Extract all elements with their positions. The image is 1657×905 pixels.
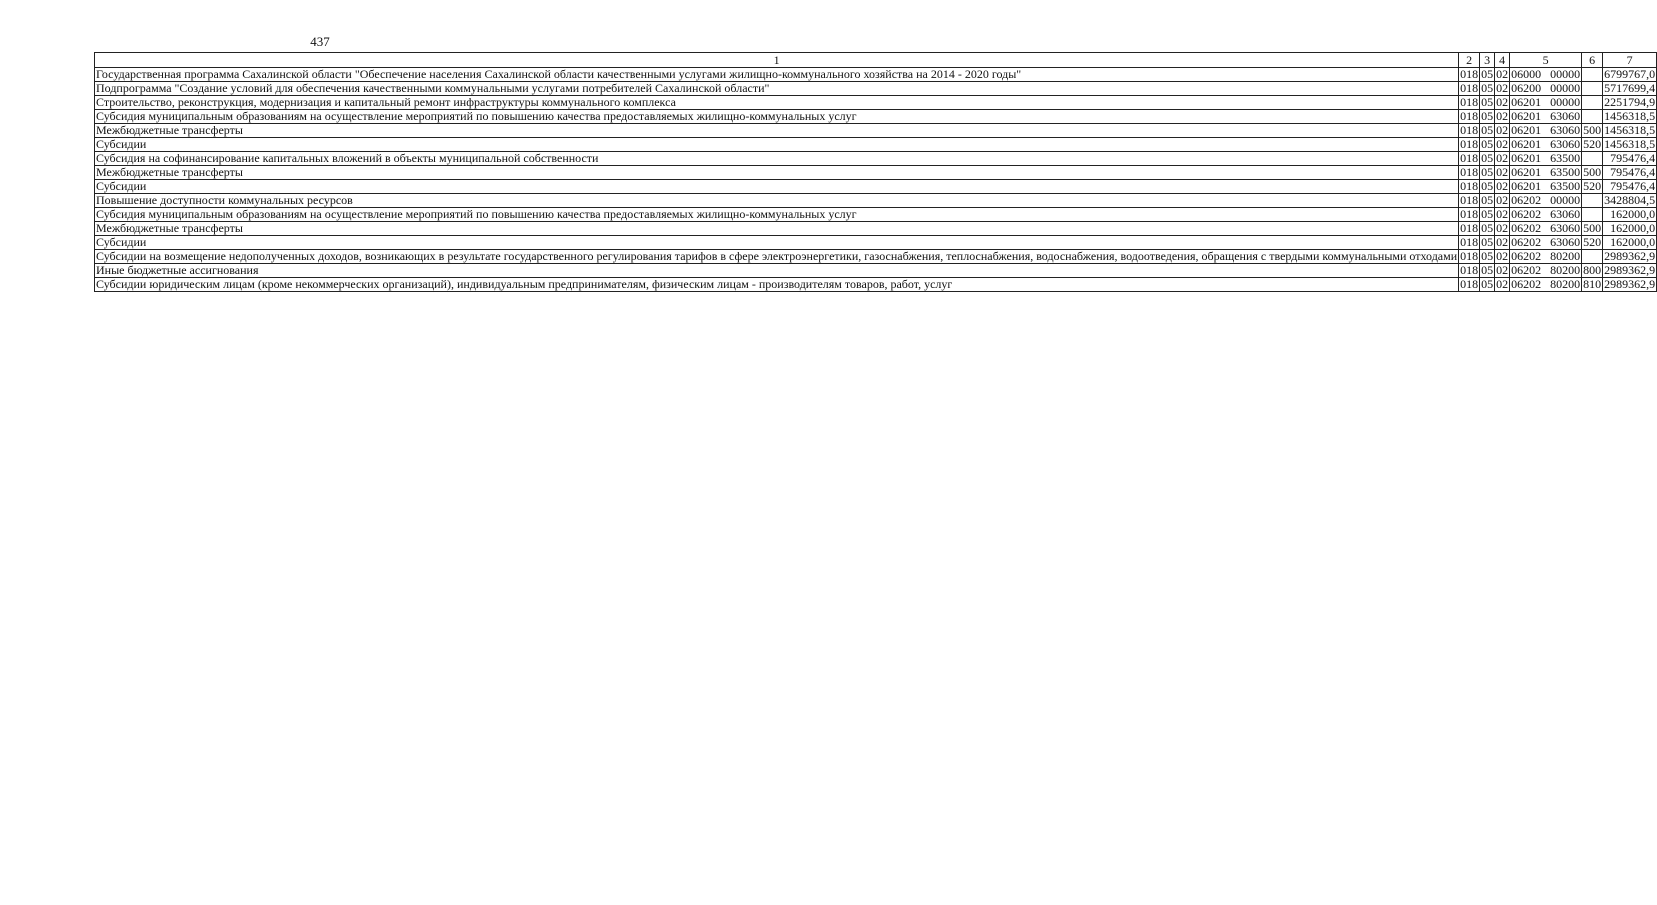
row-description: Субсидии юридическим лицам (кроме некоммерческих организаций), индивидуальным предпринимателям, физическим лицам - производителям товаров, работ, услуг (95, 278, 1459, 292)
table-row (95, 278, 1657, 292)
table-row (95, 166, 1657, 180)
target-article-code: 06200 00000 (1511, 81, 1581, 95)
amount: 1456318,5 (1604, 109, 1656, 123)
subsection-code: 02 (1496, 165, 1509, 179)
expense-type-code: 520 (1583, 137, 1602, 151)
expense-type-code: 520 (1583, 235, 1602, 249)
table-body (95, 68, 1657, 292)
page-number: 437 (310, 34, 330, 49)
section-code: 05 (1481, 137, 1494, 151)
expense-type-code (1582, 152, 1603, 166)
section-code: 05 (1481, 109, 1494, 123)
table-row (95, 82, 1657, 96)
target-article-code: 06201 63060 (1511, 109, 1581, 123)
header-row (95, 53, 1657, 68)
ministry-code: 018 (1460, 67, 1479, 81)
section-code: 05 (1481, 67, 1494, 81)
table-row (95, 68, 1657, 82)
target-article-code: 06201 63060 (1511, 123, 1581, 137)
ministry-code: 018 (1460, 221, 1479, 235)
table-row (95, 236, 1657, 250)
expense-type-code: 520 (1583, 179, 1602, 193)
expense-type-code (1582, 96, 1603, 110)
column-header: 6 (1582, 53, 1603, 68)
ministry-code: 018 (1460, 249, 1479, 263)
row-description: Субсидия муниципальным образованиям на осуществление мероприятий по повышению качества предоставляемых жилищно-коммунальных услуг (95, 110, 1459, 124)
table-row (95, 222, 1657, 236)
row-description: Межбюджетные трансферты (95, 166, 1459, 180)
target-article-code: 06202 80200 (1511, 263, 1581, 277)
target-article-code: 06202 00000 (1511, 193, 1581, 207)
section-code: 05 (1481, 81, 1494, 95)
amount: 795476,4 (1603, 152, 1657, 166)
expense-type-code: 500 (1583, 123, 1602, 137)
column-header: 7 (1603, 53, 1657, 68)
target-article-code: 06202 63060 (1511, 235, 1581, 249)
ministry-code: 018 (1460, 165, 1479, 179)
subsection-code: 02 (1496, 151, 1509, 165)
section-code: 05 (1481, 249, 1494, 263)
section-code: 05 (1481, 277, 1494, 291)
subsection-code: 02 (1496, 123, 1509, 137)
section-code: 05 (1481, 151, 1494, 165)
expense-type-code: 500 (1583, 165, 1602, 179)
amount: 1456318,5 (1604, 137, 1656, 151)
target-article-code: 06202 80200 (1511, 277, 1581, 291)
subsection-code: 02 (1496, 67, 1509, 81)
expense-type-code: 500 (1583, 221, 1602, 235)
target-article-code: 06201 63500 (1511, 151, 1581, 165)
target-article-code: 06201 63500 (1511, 165, 1581, 179)
expense-type-code (1582, 68, 1603, 82)
expense-type-code: 810 (1583, 277, 1602, 291)
row-description: Субсидии на возмещение недополученных доходов, возникающих в результате государственного регулирования тарифов в сфере электроэнергетики, газоснабжения, теплоснабжения, водоснабжения, водоотведения, обращения с твердыми коммунальными отходами (96, 249, 1458, 263)
subsection-code: 02 (1496, 235, 1509, 249)
amount: 2251794,9 (1604, 95, 1656, 109)
amount: 162000,0 (1603, 236, 1657, 250)
expense-type-code (1582, 82, 1603, 96)
section-code: 05 (1481, 193, 1494, 207)
amount: 162000,0 (1603, 208, 1657, 222)
expense-type-code (1582, 208, 1603, 222)
row-description: Подпрограмма "Создание условий для обеспечения качественными коммунальными услугами потребителей Сахалинской области" (95, 82, 1459, 96)
section-code: 05 (1481, 165, 1494, 179)
target-article-code: 06000 00000 (1511, 67, 1581, 81)
section-code: 05 (1481, 179, 1494, 193)
column-header: 4 (1495, 53, 1510, 68)
ministry-code: 018 (1460, 109, 1479, 123)
table-row (95, 96, 1657, 110)
subsection-code: 02 (1496, 81, 1509, 95)
section-code: 05 (1481, 123, 1494, 137)
subsection-code: 02 (1496, 179, 1509, 193)
target-article-code: 06202 80200 (1511, 249, 1581, 263)
expense-type-code (1582, 194, 1603, 208)
section-code: 05 (1481, 221, 1494, 235)
ministry-code: 018 (1460, 263, 1479, 277)
subsection-code: 02 (1496, 249, 1509, 263)
amount: 795476,4 (1603, 180, 1657, 194)
amount: 1456318,5 (1604, 123, 1656, 137)
subsection-code: 02 (1496, 263, 1509, 277)
table-row (95, 250, 1657, 264)
amount: 795476,4 (1603, 166, 1657, 180)
target-article-code: 06202 63060 (1511, 221, 1581, 235)
subsection-code: 02 (1496, 137, 1509, 151)
column-header: 3 (1480, 53, 1495, 68)
column-header: 1 (95, 53, 1459, 68)
section-code: 05 (1481, 207, 1494, 221)
subsection-code: 02 (1496, 193, 1509, 207)
column-header: 2 (1459, 53, 1480, 68)
row-description: Субсидия муниципальным образованиям на осуществление мероприятий по повышению качества предоставляемых жилищно-коммунальных услуг (95, 208, 1459, 222)
subsection-code: 02 (1496, 277, 1509, 291)
expense-type-code (1582, 110, 1603, 124)
ministry-code: 018 (1460, 123, 1479, 137)
budget-table (94, 52, 1657, 292)
amount: 2989362,9 (1604, 263, 1656, 277)
target-article-code: 06201 63500 (1511, 179, 1581, 193)
amount: 2989362,9 (1604, 249, 1656, 263)
table-row (95, 138, 1657, 152)
ministry-code: 018 (1460, 179, 1479, 193)
section-code: 05 (1481, 263, 1494, 277)
ministry-code: 018 (1460, 193, 1479, 207)
row-description: Субсидии (95, 236, 1459, 250)
expense-type-code: 800 (1583, 263, 1602, 277)
subsection-code: 02 (1496, 207, 1509, 221)
ministry-code: 018 (1460, 81, 1479, 95)
ministry-code: 018 (1460, 137, 1479, 151)
table-row (95, 194, 1657, 208)
row-description: Субсидия на софинансирование капитальных вложений в объекты муниципальной собственности (95, 152, 1459, 166)
row-description: Повышение доступности коммунальных ресурсов (95, 194, 1459, 208)
amount: 6799767,0 (1604, 67, 1656, 81)
row-description: Государственная программа Сахалинской области "Обеспечение населения Сахалинской области качественными услугами жилищно-коммунального хозяйства на 2014 - 2020 годы" (95, 68, 1459, 82)
row-description: Субсидии (95, 138, 1459, 152)
target-article-code: 06201 63060 (1511, 137, 1581, 151)
ministry-code: 018 (1460, 235, 1479, 249)
amount: 162000,0 (1603, 222, 1657, 236)
subsection-code: 02 (1496, 95, 1509, 109)
section-code: 05 (1481, 95, 1494, 109)
target-article-code: 06201 00000 (1511, 95, 1581, 109)
table-row (95, 152, 1657, 166)
table-row (95, 124, 1657, 138)
ministry-code: 018 (1460, 151, 1479, 165)
section-code: 05 (1481, 235, 1494, 249)
amount: 5717699,4 (1604, 81, 1656, 95)
row-description: Иные бюджетные ассигнования (95, 264, 1459, 278)
table-row (95, 180, 1657, 194)
column-header: 5 (1510, 53, 1582, 68)
expense-type-code (1582, 250, 1603, 264)
table-row (95, 110, 1657, 124)
subsection-code: 02 (1496, 221, 1509, 235)
row-description: Межбюджетные трансферты (95, 222, 1459, 236)
ministry-code: 018 (1460, 207, 1479, 221)
table-row (95, 264, 1657, 278)
amount: 2989362,9 (1604, 277, 1656, 291)
target-article-code: 06202 63060 (1511, 207, 1581, 221)
ministry-code: 018 (1460, 277, 1479, 291)
row-description: Субсидии (95, 180, 1459, 194)
subsection-code: 02 (1496, 109, 1509, 123)
row-description: Межбюджетные трансферты (95, 124, 1459, 138)
row-description: Строительство, реконструкция, модернизация и капитальный ремонт инфраструктуры коммунального комплекса (95, 96, 1459, 110)
amount: 3428804,5 (1604, 193, 1656, 207)
table-row (95, 208, 1657, 222)
ministry-code: 018 (1460, 95, 1479, 109)
